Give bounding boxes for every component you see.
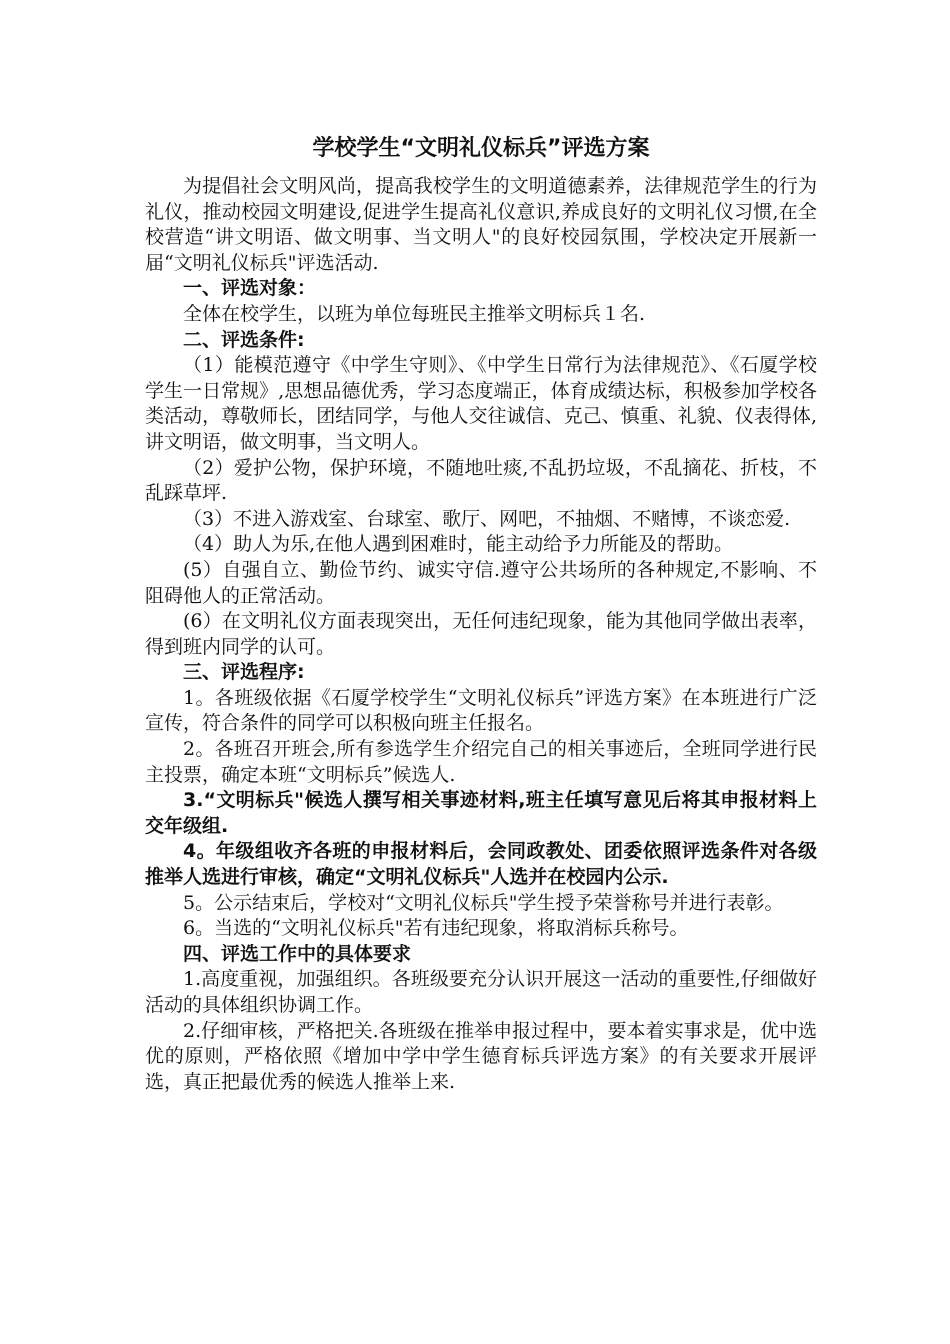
condition-item: （1）能模范遵守《中学生守则》、《中学生日常行为法律规范》、《石厦学校学生一日常规》,思想品德优秀，学习态度端正，体育成绩达标，积极参加学校各类活动，尊敬师长，团结同学，与他人交往诚信、克己、慎重、礼貌、仪表得体,讲文明语，做文明事，当文明人。: [145, 354, 817, 453]
requirement-item: 2.仔细审核，严格把关.各班级在推举申报过程中，要本着实事求是，优中选优的原则，严格依照《增加中学中学生德育标兵评选方案》的有关要求开展评选，真正把最优秀的候选人推举上来.: [145, 1019, 817, 1093]
procedure-item: 2。各班召开班会,所有参选学生介绍完自己的相关事迹后，全班同学进行民主投票，确定本班“文明标兵”候选人.: [145, 738, 817, 786]
condition-item: （2）爱护公物，保护环境，不随地吐痰,不乱扔垃圾，不乱摘花、折枝，不乱踩草坪.: [145, 456, 817, 505]
section-heading-procedure: 三、评选程序:: [183, 661, 305, 684]
procedure-item: 1。各班级依据《石厦学校学生“文明礼仪标兵”评选方案》在本班进行广泛宣传，符合条件的同学可以积极向班主任报名。: [145, 686, 817, 735]
procedure-item: 6。当选的“文明礼仪标兵"若有违纪现象，将取消标兵称号。: [183, 917, 689, 940]
intro-paragraph: 为提倡社会文明风尚，提高我校学生的文明道德素养，法律规范学生的行为礼仪，推动校园文明建设,促进学生提高礼仪意识,养成良好的文明礼仪习惯,在全校营造“讲文明语、做文明事、当文明人"的良好校园氛围，学校决定开展新一届“文明礼仪标兵"评选活动.: [145, 175, 817, 274]
procedure-item: 3.“文明标兵"候选人撰写相关事迹材料,班主任填写意见后将其申报材料上交年级组.: [145, 789, 817, 837]
section-heading-conditions: 二、评选条件:: [183, 328, 305, 351]
section-text-targets: 全体在校学生，以班为单位每班民主推举文明标兵１名.: [183, 302, 646, 325]
condition-item: （3）不进入游戏室、台球室、歌厅、网吧，不抽烟、不赌博，不谈恋爱.: [183, 507, 791, 530]
procedure-item: 4。年级组收齐各班的申报材料后，会同政教处、团委依照评选条件对各级推举人选进行审核，确定“文明礼仪标兵"人选并在校园内公示.: [145, 840, 817, 889]
document-body: [145, 134, 817, 1095]
requirement-item: 1.高度重视，加强组织。各班级要充分认识开展这一活动的重要性,仔细做好活动的具体组织协调工作。: [145, 968, 817, 1016]
document-title: 学校学生“文明礼仪标兵”评选方案: [312, 136, 650, 161]
section-heading-requirements: 四、评选工作中的具体要求: [183, 942, 412, 965]
condition-item: （4）助人为乐,在他人遇到困难时，能主动给予力所能及的帮助。: [183, 533, 734, 556]
procedure-item: 5。公示结束后，学校对“文明礼仪标兵"学生授予荣誉称号并进行表彰。: [183, 891, 784, 914]
condition-item: (5）自强自立、勤俭节约、诚实守信.遵守公共场所的各种规定,不影响、不阻碍他人的正常活动。: [145, 558, 817, 607]
section-heading-targets: 一、评选对象：: [183, 277, 317, 300]
condition-item: (6）在文明礼仪方面表现突出，无任何违纪现象，能为其他同学做出表率，得到班内同学的认可。: [145, 610, 817, 658]
